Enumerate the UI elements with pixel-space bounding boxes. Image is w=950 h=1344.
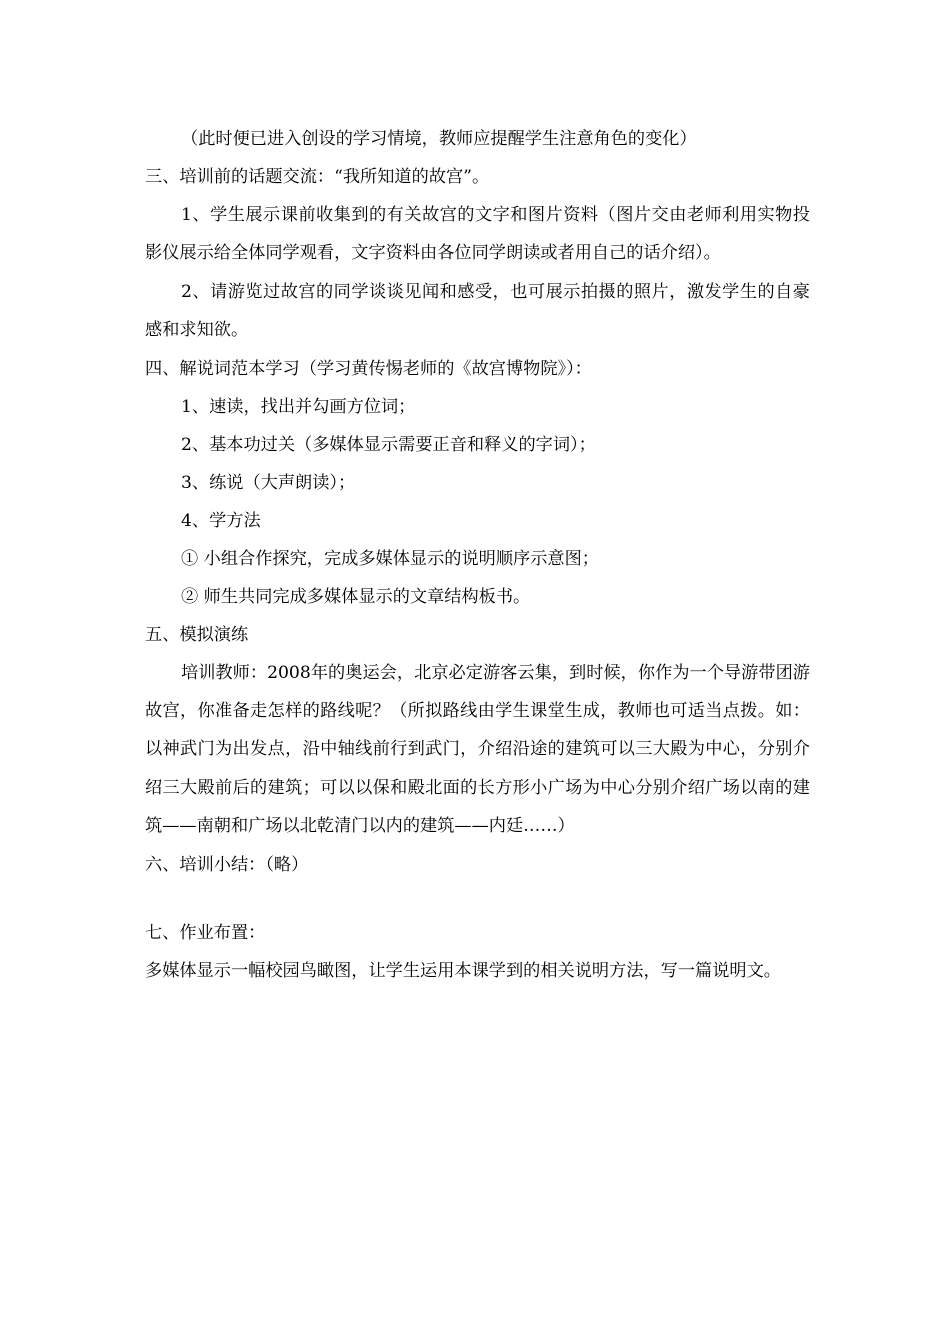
section-3-item-1: 1、学生展示课前收集到的有关故宫的文字和图片资料（图片交由老师利用实物投影仪展示给全体同学观看，文字资料由各位同学朗读或者用自己的话介绍）。 [145, 205, 810, 264]
section-5-heading: 五、模拟演练 [145, 624, 249, 645]
section-4-sub-2: ② 师生共同完成多媒体显示的文章结构板书。 [181, 586, 531, 607]
intro-note: （此时便已进入创设的学习情境，教师应提醒学生注意角色的变化） [181, 129, 697, 149]
section-4-item-3: 3、练说（大声朗读）； [181, 472, 356, 493]
section-4-item-4: 4、学方法 [181, 510, 261, 531]
section-5-body: 培训教师：2008年的奥运会，北京必定游客云集，到时候，你作为一个导游带团游故宫，你准备走怎样的路线呢？（所拟路线由学生课堂生成，教师也可适当点拨。如：以神武门为出发点，沿中轴线前行到武门，介绍沿途的建筑可以三大殿为中心，分别介绍三大殿前后的建筑；可以以保和殿北面的长方形小广场为中心分别介绍广场以南的建筑——南朝和广场以北乾清门以内的建筑——内廷……） [145, 662, 810, 837]
blank-line [145, 884, 810, 914]
document-page [145, 120, 810, 990]
section-4-item-1: 1、速读，找出并勾画方位词； [181, 396, 416, 417]
section-6-heading: 六、培训小结：（略） [145, 854, 309, 875]
section-3-heading: 三、培训前的话题交流：“我所知道的故宫”。 [145, 167, 490, 187]
section-3-item-2: 2、请游览过故宫的同学谈谈见闻和感受，也可展示拍摄的照片，激发学生的自豪感和求知欲。 [145, 281, 810, 341]
section-7-body: 多媒体显示一幅校园鸟瞰图，让学生运用本课学到的相关说明方法，写一篇说明文。 [145, 960, 781, 981]
section-4-sub-1: ① 小组合作探究，完成多媒体显示的说明顺序示意图； [181, 548, 599, 569]
section-4-item-2: 2、基本功过关（多媒体显示需要正音和释义的字词）； [181, 434, 596, 455]
section-4-heading: 四、解说词范本学习（学习黄传惕老师的《故宫博物院》）： [145, 358, 592, 379]
section-7-heading: 七、作业布置： [145, 922, 266, 943]
